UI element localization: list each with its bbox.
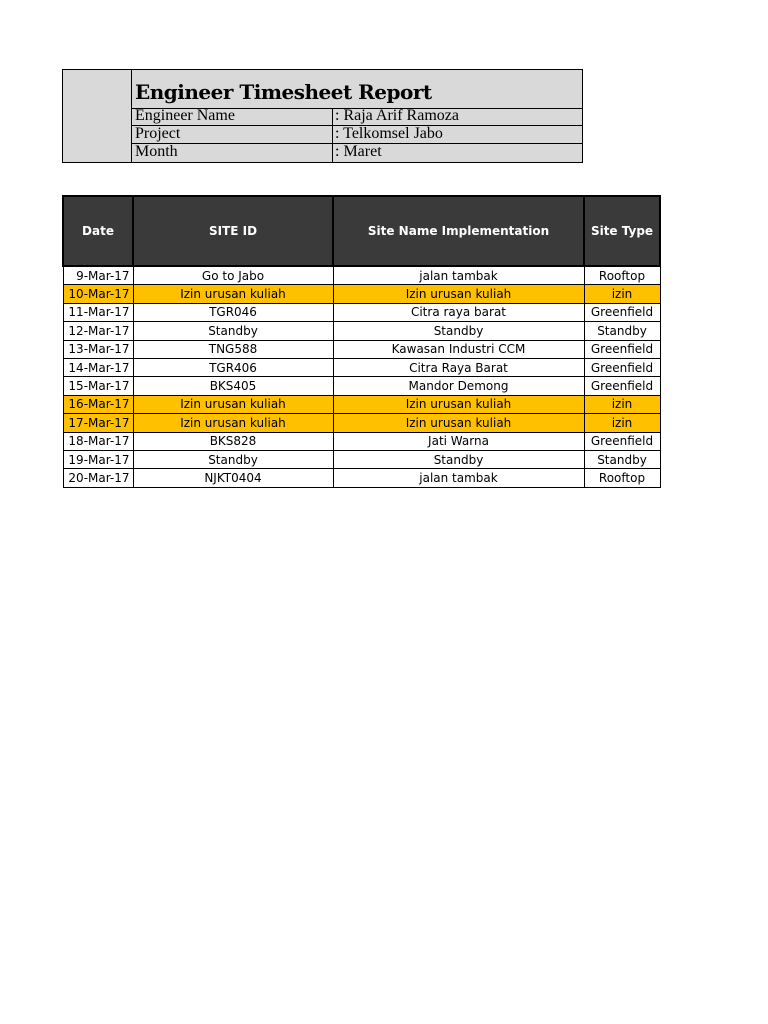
site-type-cell: Greenfield (584, 303, 660, 321)
project-label: Project (135, 125, 181, 142)
site-name-cell: Izin urusan kuliah (333, 414, 584, 432)
date-cell: 9-Mar-17 (63, 266, 133, 285)
site-id-cell: TGR046 (133, 303, 333, 321)
table-row (63, 285, 660, 303)
site-name-cell: jalan tambak (333, 266, 584, 285)
site-name-cell: jalan tambak (333, 469, 584, 487)
report-header (62, 69, 583, 163)
site-id-cell: Izin urusan kuliah (133, 285, 333, 303)
table-row (63, 358, 660, 376)
site-type-cell: izin (584, 285, 660, 303)
site-name-cell: Izin urusan kuliah (333, 395, 584, 413)
site-type-cell: Greenfield (584, 377, 660, 395)
table-row (63, 450, 660, 468)
site-type-cell: Rooftop (584, 266, 660, 285)
date-cell: 10-Mar-17 (63, 285, 133, 303)
header-blank-cell (63, 70, 132, 162)
site-id-cell: Standby (133, 450, 333, 468)
site-id-cell: TGR406 (133, 358, 333, 376)
site-type-cell: Greenfield (584, 340, 660, 358)
site-name-cell: Standby (333, 322, 584, 340)
site-type-cell: Greenfield (584, 432, 660, 450)
month-value: : Maret (335, 143, 382, 160)
table-row (63, 340, 660, 358)
project-value: : Telkomsel Jabo (335, 125, 443, 142)
timesheet-table (62, 195, 661, 488)
column-header-site-id: SITE ID (133, 196, 333, 266)
site-id-cell: Izin urusan kuliah (133, 414, 333, 432)
table-row (63, 395, 660, 413)
date-cell: 12-Mar-17 (63, 322, 133, 340)
date-cell: 15-Mar-17 (63, 377, 133, 395)
site-id-cell: Izin urusan kuliah (133, 395, 333, 413)
site-type-cell: izin (584, 395, 660, 413)
column-header-date: Date (63, 196, 133, 266)
site-name-cell: Citra Raya Barat (333, 358, 584, 376)
site-name-cell: Mandor Demong (333, 377, 584, 395)
site-type-cell: izin (584, 414, 660, 432)
site-type-cell: Greenfield (584, 358, 660, 376)
engineer-name-label: Engineer Name (135, 107, 235, 124)
table-row (63, 377, 660, 395)
column-header-site-type: Site Type (584, 196, 660, 266)
header-divider (332, 108, 333, 163)
table-header-row (63, 196, 660, 266)
table-row (63, 303, 660, 321)
site-id-cell: Go to Jabo (133, 266, 333, 285)
date-cell: 19-Mar-17 (63, 450, 133, 468)
site-name-cell: Izin urusan kuliah (333, 285, 584, 303)
month-label: Month (135, 143, 178, 160)
site-id-cell: NJKT0404 (133, 469, 333, 487)
table-row (63, 266, 660, 285)
site-type-cell: Standby (584, 450, 660, 468)
site-name-cell: Citra raya barat (333, 303, 584, 321)
date-cell: 13-Mar-17 (63, 340, 133, 358)
site-id-cell: BKS405 (133, 377, 333, 395)
table-row (63, 322, 660, 340)
site-id-cell: Standby (133, 322, 333, 340)
date-cell: 11-Mar-17 (63, 303, 133, 321)
site-id-cell: BKS828 (133, 432, 333, 450)
engineer-name-value: : Raja Arif Ramoza (335, 107, 459, 124)
date-cell: 20-Mar-17 (63, 469, 133, 487)
table-row (63, 414, 660, 432)
date-cell: 17-Mar-17 (63, 414, 133, 432)
site-name-cell: Jati Warna (333, 432, 584, 450)
date-cell: 14-Mar-17 (63, 358, 133, 376)
table-row (63, 432, 660, 450)
site-name-cell: Standby (333, 450, 584, 468)
site-type-cell: Rooftop (584, 469, 660, 487)
date-cell: 16-Mar-17 (63, 395, 133, 413)
report-title: Engineer Timesheet Report (135, 80, 432, 104)
site-type-cell: Standby (584, 322, 660, 340)
site-id-cell: TNG588 (133, 340, 333, 358)
timesheet-body (63, 266, 660, 487)
column-header-site-name: Site Name Implementation (333, 196, 584, 266)
date-cell: 18-Mar-17 (63, 432, 133, 450)
site-name-cell: Kawasan Industri CCM (333, 340, 584, 358)
table-row (63, 469, 660, 487)
